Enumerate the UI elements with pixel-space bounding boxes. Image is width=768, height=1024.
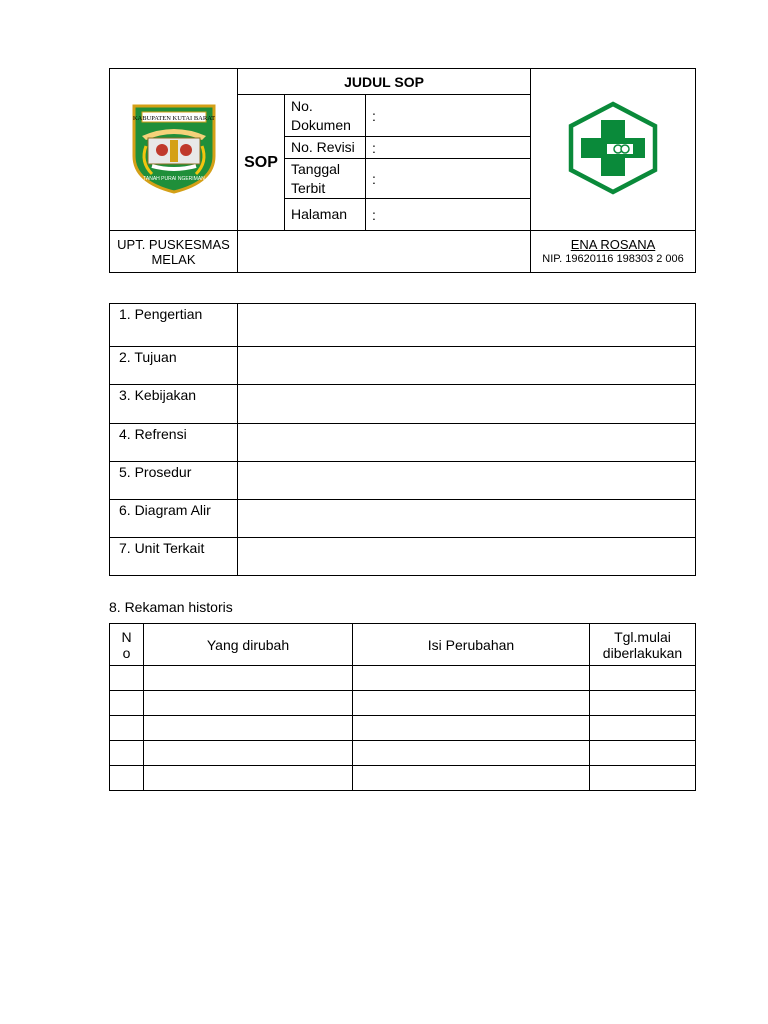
field-value-no-dokumen: : xyxy=(366,95,531,137)
history-header-date-line1: Tgl.mulai xyxy=(614,628,671,645)
history-header-no-line2: o xyxy=(122,644,131,661)
history-row xyxy=(110,716,696,741)
section-label-diagram-alir: 6. Diagram Alir xyxy=(110,500,238,538)
field-value-tanggal-terbit: : xyxy=(366,159,531,199)
history-cell[interactable] xyxy=(590,716,696,741)
history-cell[interactable] xyxy=(353,741,590,766)
history-cell[interactable] xyxy=(110,691,144,716)
history-cell[interactable] xyxy=(144,766,353,791)
puskesmas-logo-icon xyxy=(563,100,663,196)
section-content-refrensi[interactable] xyxy=(238,424,696,462)
section-content-unit-terkait[interactable] xyxy=(238,538,696,576)
history-header-changed: Yang dirubah xyxy=(144,624,353,666)
history-cell[interactable] xyxy=(144,691,353,716)
history-table xyxy=(109,623,696,791)
section-label-pengertian: 1. Pengertian xyxy=(110,304,238,347)
section-label-kebijakan: 3. Kebijakan xyxy=(110,385,238,424)
history-header-no-line1: N xyxy=(121,628,132,645)
blank-middle-cell xyxy=(238,231,531,273)
history-cell[interactable] xyxy=(590,766,696,791)
section-content-tujuan[interactable] xyxy=(238,347,696,385)
history-cell[interactable] xyxy=(144,666,353,691)
emblem-bottom-text: TANAH PURAI NGERIMAN xyxy=(142,176,205,182)
history-cell[interactable] xyxy=(144,716,353,741)
history-cell[interactable] xyxy=(110,741,144,766)
history-cell[interactable] xyxy=(590,666,696,691)
signatory xyxy=(531,231,696,273)
history-header-content: Isi Perubahan xyxy=(353,624,590,666)
history-cell[interactable] xyxy=(590,741,696,766)
sop-label: SOP xyxy=(238,95,285,231)
field-value-halaman: : xyxy=(366,199,531,231)
history-header-date-line2: diberlakukan xyxy=(602,644,683,661)
field-label-tanggal-terbit: Tanggal Terbit xyxy=(285,159,366,199)
signatory-nip: NIP. 19620116 198303 2 006 xyxy=(542,252,684,265)
section-label-unit-terkait: 7. Unit Terkait xyxy=(110,538,238,576)
field-label-no-dokumen: No. Dokumen xyxy=(285,95,366,137)
history-cell[interactable] xyxy=(353,716,590,741)
field-value-no-revisi: : xyxy=(366,137,531,159)
section-label-prosedur: 5. Prosedur xyxy=(110,462,238,500)
history-cell[interactable] xyxy=(353,666,590,691)
kutai-barat-emblem-icon xyxy=(126,100,222,196)
history-header-no xyxy=(110,624,144,666)
signatory-name: ENA ROSANA xyxy=(570,236,656,252)
org-line-1: UPT. PUSKESMAS xyxy=(117,236,230,252)
history-row xyxy=(110,741,696,766)
organization-name xyxy=(110,231,238,273)
history-cell[interactable] xyxy=(110,716,144,741)
sop-title: JUDUL SOP xyxy=(238,69,531,95)
org-line-2: MELAK xyxy=(151,251,196,267)
history-cell[interactable] xyxy=(353,691,590,716)
history-cell[interactable] xyxy=(110,666,144,691)
left-logo-cell xyxy=(110,69,238,231)
history-row xyxy=(110,666,696,691)
history-cell[interactable] xyxy=(110,766,144,791)
history-cell[interactable] xyxy=(590,691,696,716)
history-cell[interactable] xyxy=(144,741,353,766)
history-title: 8. Rekaman historis xyxy=(109,599,233,615)
sop-sections-table xyxy=(109,303,696,576)
section-label-tujuan: 2. Tujuan xyxy=(110,347,238,385)
section-label-refrensi: 4. Refrensi xyxy=(110,424,238,462)
section-content-prosedur[interactable] xyxy=(238,462,696,500)
section-content-kebijakan[interactable] xyxy=(238,385,696,424)
section-content-pengertian[interactable] xyxy=(238,304,696,347)
history-cell[interactable] xyxy=(353,766,590,791)
history-header-date xyxy=(590,624,696,666)
emblem-top-text: KABUPATEN KUTAI BARAT xyxy=(132,115,215,122)
field-label-no-revisi: No. Revisi xyxy=(285,137,366,159)
right-logo-cell xyxy=(531,69,696,231)
section-content-diagram-alir[interactable] xyxy=(238,500,696,538)
sop-header-table xyxy=(109,68,696,273)
history-row xyxy=(110,691,696,716)
field-label-halaman: Halaman xyxy=(285,199,366,231)
history-row xyxy=(110,766,696,791)
